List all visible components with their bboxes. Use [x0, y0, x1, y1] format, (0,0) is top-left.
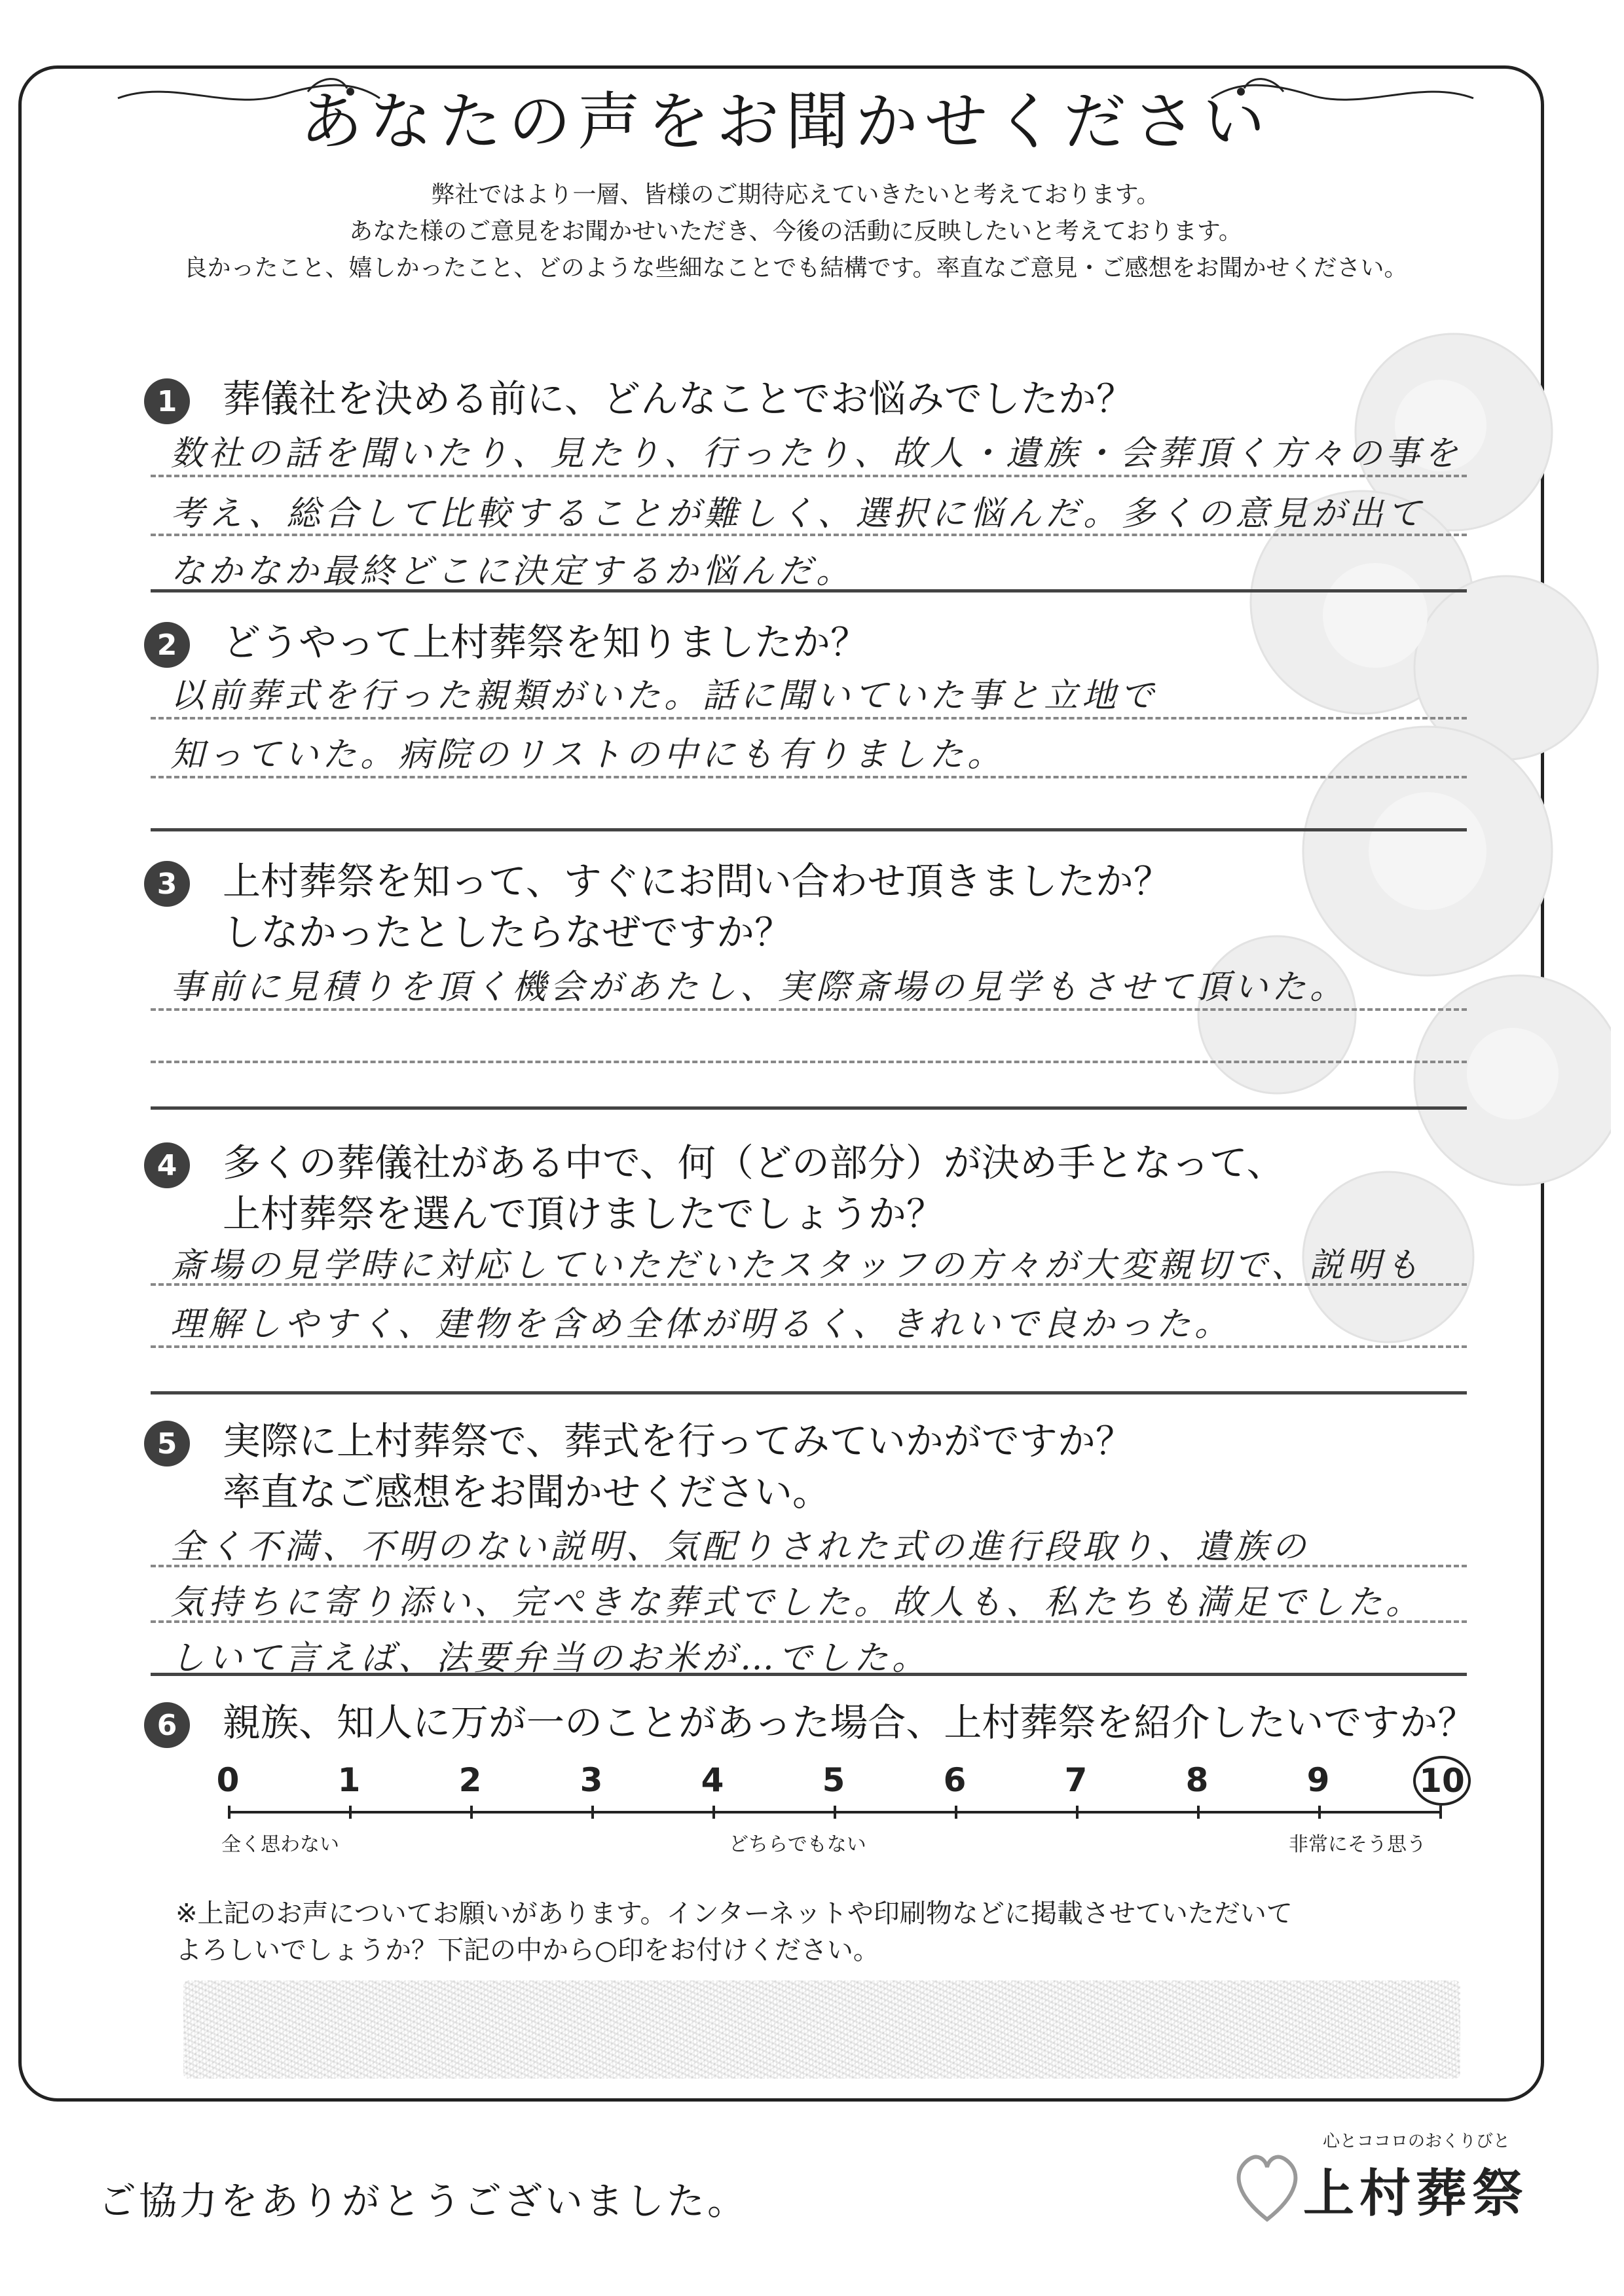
scale-number[interactable]: 7: [1064, 1761, 1088, 1799]
question-text-line: 上村葬祭を選んで頂けましたでしょうか？: [223, 1192, 945, 1236]
question-text-line: 率直なご感想をお聞かせください。: [223, 1470, 831, 1514]
question-text: 親族、知人に万が一のことがあった場合、上村葬祭を紹介したいですか？: [223, 1700, 1476, 1745]
answer-rule: [151, 1061, 1467, 1063]
answer-rule: [151, 1008, 1467, 1011]
section-divider: [151, 1391, 1467, 1394]
answer-rule: [151, 1565, 1467, 1567]
scale-number[interactable]: 0: [216, 1761, 240, 1799]
answer-rule: [151, 475, 1467, 477]
page-title: あなたの声をお聞かせください: [300, 85, 1272, 158]
logo-company-name: 上村葬祭: [1303, 2164, 1529, 2223]
question-text: [223, 856, 1172, 958]
logo-tagline: 心とココロのおくりびと: [1323, 2132, 1511, 2151]
question-number-badge: 2: [144, 622, 190, 668]
scale-tick: [349, 1806, 352, 1819]
question-text-line: 上村葬祭を知って、すぐにお問い合わせ頂きましたか？: [223, 859, 1172, 903]
question-number-badge: 5: [144, 1421, 190, 1467]
scale-tick: [470, 1806, 473, 1819]
scale-number[interactable]: 8: [1185, 1761, 1209, 1799]
intro-line: あなた様のご意見をお聞かせいただき、今後の活動に反映したいと考えております。: [349, 218, 1242, 245]
question-number-badge: 4: [144, 1142, 190, 1188]
scale-number-selected[interactable]: 10: [1413, 1756, 1471, 1806]
answer-rule: [151, 1620, 1467, 1623]
question-text-line: 実際に上村葬祭で、葬式を行ってみていかがですか？: [223, 1419, 1134, 1463]
note-line: ※上記のお声についてお願いがあります。インターネットや印刷物などに掲載させていただいて: [175, 1899, 1293, 1929]
thanks-message: ご協力をありがとうございました。: [98, 2179, 748, 2223]
handwritten-answer-line: 知っていた。病院のリストの中にも有りました。: [170, 735, 1005, 774]
question-text: [223, 1137, 1285, 1239]
handwritten-answer-line: しいて言えば、法要弁当のお米が…でした。: [170, 1639, 931, 1678]
scale-number[interactable]: 1: [337, 1761, 361, 1799]
scale-tick: [1318, 1806, 1321, 1819]
section-divider: [151, 1106, 1467, 1110]
question-text-line: 多くの葬儀社がある中で、何（どの部分）が決め手となって、: [223, 1140, 1285, 1185]
section-divider: [151, 828, 1467, 831]
scale-number[interactable]: 2: [458, 1761, 482, 1799]
section-divider: [151, 1673, 1467, 1676]
scale-tick: [1439, 1806, 1442, 1819]
answer-rule: [151, 1283, 1467, 1286]
scale-tick: [712, 1806, 715, 1819]
scale-tick: [1197, 1806, 1200, 1819]
scale-number[interactable]: 6: [943, 1761, 967, 1799]
question-text-line: しなかったとしたらなぜですか？: [223, 910, 793, 955]
handwritten-answer-line: 気持ちに寄り添い、完ぺきな葬式でした。故人も、私たちも満足でした。: [170, 1583, 1424, 1622]
scale-tick: [955, 1806, 957, 1819]
answer-rule: [151, 534, 1467, 536]
handwritten-answer-line: 数社の話を聞いたり、見たり、行ったり、故人・遺族・会葬頂く方々の事を: [170, 434, 1462, 473]
scale-number[interactable]: 9: [1306, 1761, 1330, 1799]
question-number-badge: 1: [144, 378, 190, 424]
question-number-badge: 6: [144, 1702, 190, 1748]
answer-rule: [151, 1345, 1467, 1348]
question-text: [223, 1415, 1134, 1518]
intro-line: 弊社ではより一層、皆様のご期待応えていきたいと考えております。: [431, 181, 1160, 208]
heart-icon: [1231, 2147, 1303, 2226]
scale-tick: [1076, 1806, 1079, 1819]
scale-tick: [228, 1806, 231, 1819]
handwritten-answer-line: 理解しやすく、建物を含め全体が明るく、きれいで良かった。: [170, 1305, 1232, 1344]
question-text: 葬儀社を決める前に、どんなことでお悩みでしたか？: [223, 376, 1135, 421]
redacted-consent-area: [183, 1980, 1460, 2079]
handwritten-answer-line: なかなか最終どこに決定するか悩んだ。: [170, 552, 855, 591]
section-divider: [151, 589, 1467, 592]
handwritten-answer-line: 事前に見積りを頂く機会があたし、実際斎場の見学もさせて頂いた。: [170, 968, 1348, 1007]
intro-line: 良かったこと、嬉しかったこと、どのような些細なことでも結構です。率直なご意見・ご感想をお聞かせください。: [183, 255, 1408, 282]
handwritten-answer-line: 全く不満、不明のない説明、気配りされた式の進行段取り、遺族の: [170, 1527, 1310, 1567]
question-text: どうやって上村葬祭を知りましたか？: [223, 620, 869, 665]
handwritten-answer-line: 斎場の見学時に対応していただいたスタッフの方々が大変親切で、説明も: [170, 1246, 1423, 1285]
scale-tick: [591, 1806, 594, 1819]
note-line: よろしいでしょうか？下記の中から○印をお付けください。: [175, 1935, 879, 1965]
scale-number[interactable]: 3: [580, 1761, 603, 1799]
company-logo: [1231, 2128, 1532, 2252]
scale-number[interactable]: 4: [701, 1761, 724, 1799]
scale-label-mid: どちらでもない: [729, 1833, 866, 1856]
recommendation-scale: [216, 1761, 1465, 1859]
handwritten-answer-line: 以前葬式を行った親類がいた。話に聞いていた事と立地で: [170, 676, 1158, 716]
scale-tick: [834, 1806, 836, 1819]
scale-label-high: 非常にそう思う: [1289, 1833, 1426, 1856]
publication-permission-note: [175, 1895, 1485, 1969]
question-number-badge: 3: [144, 861, 190, 907]
answer-rule: [151, 776, 1467, 778]
answer-rule: [151, 717, 1467, 720]
scale-label-low: 全く思わない: [221, 1833, 339, 1856]
scale-number[interactable]: 5: [822, 1761, 845, 1799]
handwritten-answer-line: 考え、総合して比較することが難しく、選択に悩んだ。多くの意見が出て: [170, 494, 1426, 534]
